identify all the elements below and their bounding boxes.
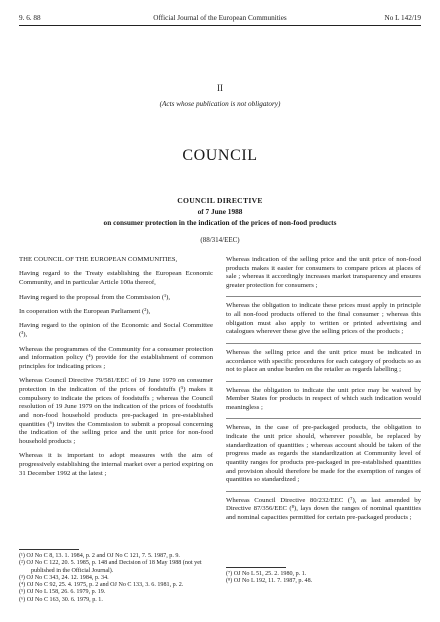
footnote: (⁶) OJ No C 163, 30. 6. 1979, p. 1. (19, 596, 103, 603)
left-column (19, 256, 213, 484)
section-roman: II (217, 83, 223, 93)
paragraph: Whereas Council Directive 79/581/EEC of 19 June 1979 on consumer protection in the indication of the prices of foodstuffs (⁵) makes it compulsory to indicate the prices of foodstuffs ; whereas the Council resolution of 19 June 1979 on the indication of the prices of foodstuffs and non-food household products pre-packaged in pre-established quantities (⁶) invites the Commission to submit a proposal concerning the indication of the selling price and the unit price for non-food household products ; (19, 377, 213, 445)
footnote: (⁸) OJ No L 192, 11. 7. 1987, p. 48. (226, 578, 313, 585)
directive-subject: on consumer protection in the indication of the prices of non-food products (103, 218, 337, 227)
header-date: 9. 6. 88 (19, 14, 41, 22)
paragraph: Whereas, in the case of pre-packaged products, the obligation to indicate the unit price should, wherever possible, be replaced by standardization of quantities ; whereas account should be taken of the progress made as regards the standardization at Community level of quantity ranges for products pre-packaged in pre-established quantities and provision should therefore be made for the exemption of ranges of quantities so standardized ; (226, 424, 421, 484)
paragraph-separator (226, 491, 421, 492)
footnote: (⁷) OJ No L 51, 25. 2. 1980, p. 1. (226, 571, 307, 577)
paragraph: Having regard to the Treaty establishing the European Economic Community, and in particular Article 100a thereof, (19, 270, 213, 287)
header-number: No L 142/19 (384, 14, 421, 22)
directive-date: of 7 June 1988 (197, 207, 243, 216)
paragraph: Whereas it is important to adopt measures with the aim of progressively establishing the internal market over a period expiring on 31 December 1992 at the latest ; (19, 452, 213, 477)
paragraph-separator (226, 343, 421, 344)
footnote: (⁵) OJ No L 158, 26. 6. 1979, p. 19. (19, 589, 106, 596)
paragraph: In cooperation with the European Parliament (²), (19, 308, 151, 316)
footnote-rule (226, 567, 286, 568)
footnote: (²) OJ No C 122, 20. 5. 1985, p. 148 and Decision of 18 May 1988 (not yet published in the Official Journal). (19, 560, 202, 574)
paragraph: Having regard to the opinion of the Economic and Social Committee (³), (19, 322, 213, 339)
header-rule (19, 25, 421, 26)
paragraph: Whereas indication of the selling price and the unit price of non-food products makes it easier for consumers to compare prices at places of sale ; whereas it accordingly increases market transparency and ensures greater protection for consumers ; (226, 256, 421, 289)
left-footnotes (19, 553, 213, 604)
right-column (226, 256, 421, 529)
paragraph-separator (226, 418, 421, 419)
paragraph: Having regard to the proposal from the Commission (¹), (19, 293, 171, 301)
section-heading: COUNCIL (182, 147, 258, 164)
section-note: (Acts whose publication is not obligatory) (159, 100, 281, 108)
paragraph: Whereas Council Directive 80/232/EEC (⁷), as last amended by Directive 87/356/EEC (⁸), lays down the ranges of nominal quantities and nominal capacities permitted for certain pre-packaged products ; (226, 496, 421, 522)
paragraph: Whereas the obligation to indicate these prices must apply in principle to all non-food products offered to the final consumer ; whereas this obligation must also apply to written or printed advertising and catalogues wherever these give the selling prices of the products ; (226, 302, 421, 336)
paragraph: Whereas the obligation to indicate the unit price may be waived by Member States for products in respect of which such indication would meaningless ; (226, 386, 421, 411)
paragraph: Whereas the programmes of the Community for a consumer protection and information policy (⁴) provide for the establishment of common principles for indicating prices ; (19, 345, 213, 370)
directive-reference: (88/314/EEC) (200, 236, 240, 244)
paragraph-separator (226, 381, 421, 382)
header-journal: Official Journal of the European Communities (153, 14, 287, 22)
directive-title: COUNCIL DIRECTIVE (177, 196, 263, 205)
paragraph-separator (226, 296, 421, 297)
paragraph: Whereas the selling price and the unit price must be indicated in accordance with specific procedures for each category of products so as not to place an undue burden on the retailer as regards labelling ; (226, 348, 421, 374)
footnote: (³) OJ No C 343, 24. 12. 1984, p. 34. (19, 574, 109, 581)
footnote: (⁴) OJ No C 92, 25. 4. 1975, p. 2 and OJ No C 133, 3. 6. 1981, p. 2. (19, 582, 184, 589)
right-footnotes (226, 571, 421, 586)
footnote-rule (19, 549, 79, 550)
paragraph: THE COUNCIL OF THE EUROPEAN COMMUNITIES, (19, 256, 178, 263)
footnote: (¹) OJ No C 8, 13. 1. 1984, p. 2 and OJ No C 121, 7. 5. 1987, p. 9. (19, 553, 180, 559)
